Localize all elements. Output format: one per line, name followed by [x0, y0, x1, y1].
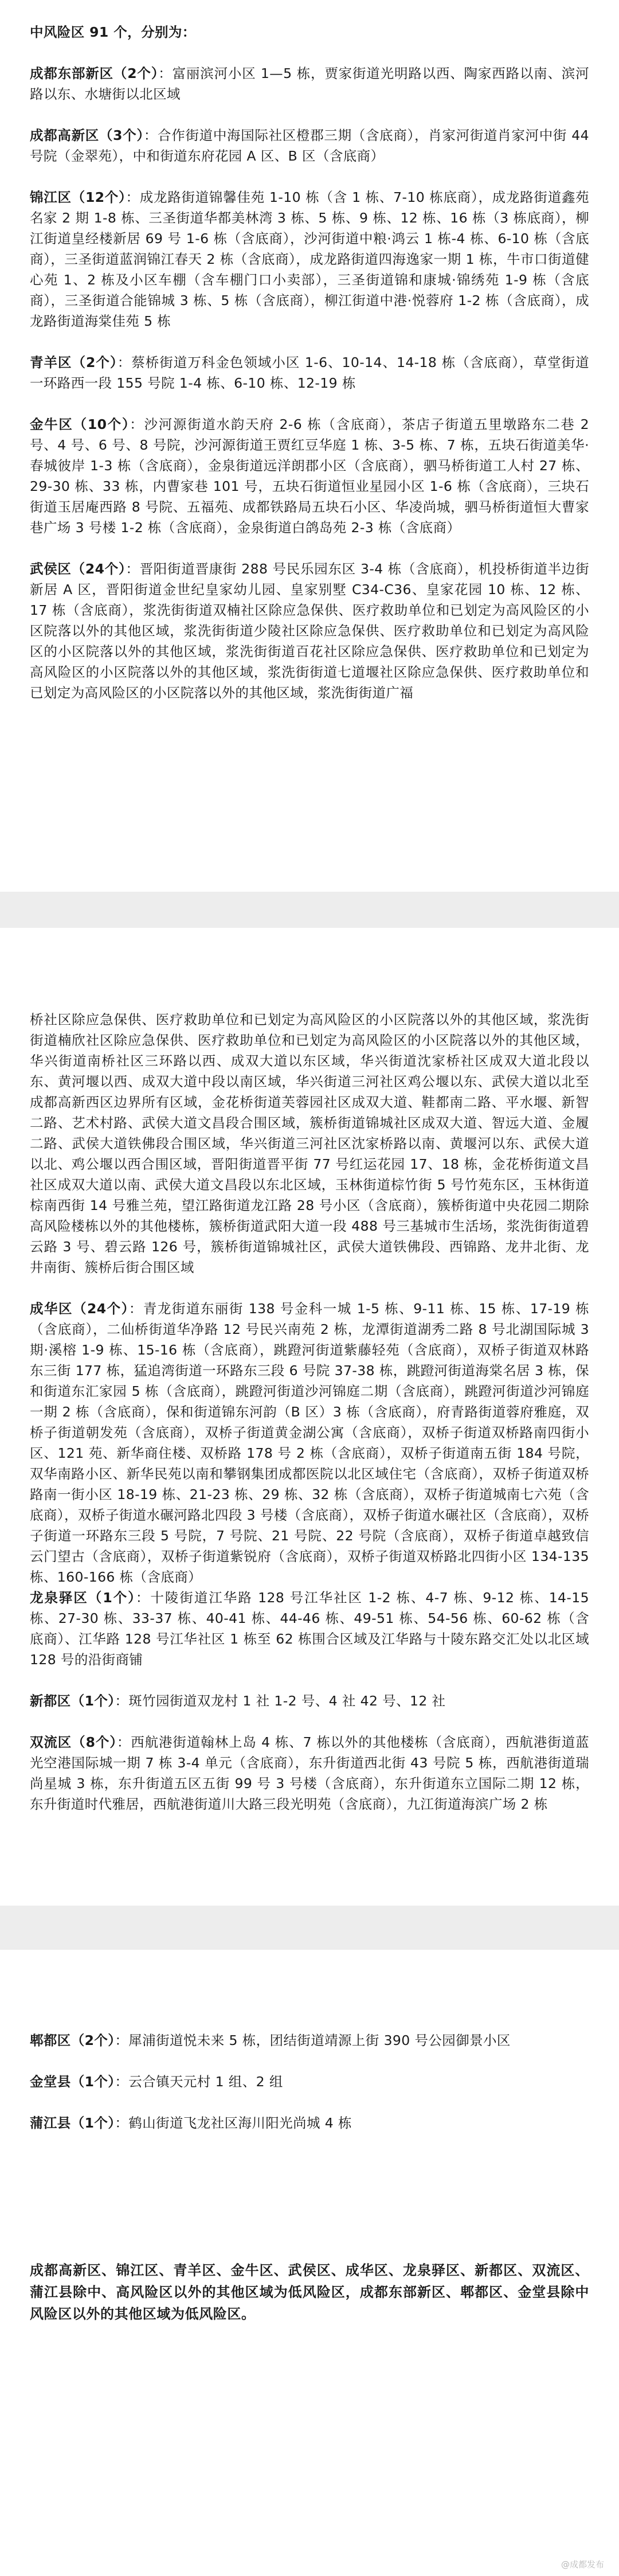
- document-page-3: [0, 1950, 619, 2576]
- section-wuhou-district: 武侯区（24个）：晋阳街道晋康街 288 号民乐园东区 3-4 栋（含底商），机投桥街道半边街新居 A 区，晋阳街道金世纪皇家幼儿园、皇家别墅 C34-C36、皇家花园 10 栋、12 栋、17 栋（含底商），浆洗街街道双楠社区除应急保供、医疗救助单位和已划定为高风险区的小区院落以外的其他区域，浆洗街街道少陵社区除应急保供、医疗救助单位和已划定为高风险区的小区院落以外的其他区域，浆洗街街道百花社区除应急保供、医疗救助单位和已划定为高风险区的小区院落以外的其他区域，浆洗街街道七道堰社区除应急保供、医疗救助单位和已划定为高风险区的小区院落以外的其他区域，浆洗街街道广福: [30, 561, 589, 701]
- section-chenghua-district: 成华区（24个）：青龙街道东丽街 138 号金科一城 1-5 栋、9-11 栋、15 栋、17-19 栋（含底商），二仙桥街道华净路 12 号民兴南苑 2 栋，龙潭街道湖秀二路 8 号北湖国际城 3 期·溪榕 1-9 栋、15-16 栋（含底商），跳蹬河街道紫藤轻苑（含底商），双桥子街道双林路东三街 177 栋，猛追湾街道一环路东三段 6 号院 37-38 栋，跳蹬河街道海棠名居 3 栋，保和街道东汇家园 5 栋（含底商），跳蹬河街道沙河锦庭二期（含底商），跳蹬河街道沙河锦庭一期 2 栋（含底商），保和街道锦东河韵（B 区）3 栋（含底商），府青路街道蓉府雅庭，双桥子街道朝发苑（含底商），双桥子街道黄金湖公寓（含底商），双桥子街道双桥路南四街小区、121 苑、新华商住楼、双桥路 178 号 2 栋（含底商），双桥子街道南五街 184 号院，双华南路小区、新华民苑以南和攀钢集团成都医院以北区域住宅（含底商），双桥子街道双桥路南一街小区 18-19 栋、21-23 栋、29 栋、32 栋（含底商），双桥子街道城南七六苑（含底商），双桥子街道水碾河路北四段 3 号楼（含底商），双桥子街道水碾社区（含底商），双桥子街道一环路东三段 5 号院，7 号院、21 号院、22 号院（含底商），双桥子街道卓越致信云门望古（含底商），双桥子街道紫锐府（含底商），双桥子街道双桥路北四街小区 134-135 栋、160-166 栋（含底商）: [30, 1301, 590, 1585]
- source-watermark: @成都发布: [561, 2559, 604, 2570]
- section-longquanyi-district: 龙泉驿区（1个）：十陵街道江华路 128 号江华社区 1-2 栋、4-7 栋、9-12 栋、14-15 栋、27-30 栋、33-37 栋、40-41 栋、44-46 栋、49-51 栋、54-56 栋、60-62 栋（含底商）、江华路 128 号江华社区 1 栋至 62 栋围合区域及江华路与十陵东路交汇处以北区域 128 号的沿街商铺: [30, 1590, 589, 1668]
- intro-heading: 中风险区 91 个，分别为：: [30, 24, 196, 40]
- document-page-1: [0, 0, 619, 892]
- low-risk-summary: 成都高新区、锦江区、青羊区、金牛区、武侯区、成华区、龙泉驿区、新都区、双流区、蒲江县除中、高风险区以外的其他区域为低风险区，成都东部新区、郫都区、金堂县除中风险区以外的其他区域为低风险区。: [30, 2262, 589, 2322]
- section-qingyang-district: 青羊区（2个）：蔡桥街道万科金色领域小区 1-6、10-14、14-18 栋（含底商），草堂街道一环路西一段 155 号院 1-4 栋、6-10 栋、12-19 栋: [30, 354, 590, 391]
- section-xindu-district: 新都区（1个）：斑竹园街道双龙村 1 社 1-2 号、4 社 42 号、12 社: [30, 1693, 446, 1709]
- section-jinniu-district: 金牛区（10个）：沙河源街道水韵天府 2-6 栋（含底商），茶店子街道五里墩路东二巷 2 号、4 号、6 号、8 号院，沙河源街道王贾红豆华庭 1 栋、3-5 栋、7 栋，五块石街道美华·春城彼岸 1-3 栋（含底商），金泉街道远洋朗郡小区（含底商），驷马桥街道工人村 27 栋、29-30 栋、33 栋，内曹家巷 101 号，五块石街道恒业星园小区 1-6 栋（含底商），三块石街道玉居庵西路 8 号院、五福苑、成都铁路局五块石小区、华凌尚城，驷马桥街道恒大曹家巷广场 3 号楼 1-2 栋（含底商），金泉街道白鸽岛苑 2-3 栋（含底商）: [30, 416, 589, 536]
- section-pidu-district: 郫都区（2个）：犀浦街道悦未来 5 栋，团结街道靖源上街 390 号公园御景小区: [30, 2032, 511, 2048]
- section-jinjiang-district: 锦江区（12个）：成龙路街道锦馨佳苑 1-10 栋（含 1 栋、7-10 栋底商），成龙路街道鑫苑名家 2 期 1-8 栋、三圣街道华都美林湾 3 栋、5 栋、9 栋、12 栋、16 栋（3 栋底商），柳江街道皇经楼新居 69 号 1-6 栋（含底商），沙河街道中粮·鸿云 1 栋-4 栋、6-10 栋（含底商），三圣街道蓝润锦江春天 2 栋（含底商），成龙路街道四海逸家一期 1 栋，牛市口街道健心苑 1、2 栋及小区车棚（含车棚门口小卖部），三圣街道锦和康城·锦绣苑 1-9 栋（含底商），三圣街道合能锦城 3 栋、5 栋（含底商），柳江街道中港·悦蓉府 1-2 栋（含底商），成龙路街道海棠佳苑 5 栋: [30, 189, 590, 329]
- section-pujiang-county: 蒲江县（1个）：鹤山街道飞龙社区海川阳光尚城 4 栋: [30, 2115, 352, 2131]
- wuhou-continuation: 桥社区除应急保供、医疗救助单位和已划定为高风险区的小区院落以外的其他区域，浆洗街街道楠欣社区除应急保供、医疗救助单位和已划定为高风险区的小区院落以外的其他区域，华兴街道南桥社区三环路以西、成双大道以东区域，华兴街道沈家桥社区成双大道北段以东、黄河堰以西、成双大道中段以南区域，华兴街道三河社区鸡公堰以东、武侯大道以北至成都高新西区边界所有区域，金花桥街道芙蓉园社区成双大道、鞋都南二路、平水堰、新智二路、艺术村路、武侯大道文昌段合围区域，簇桥街道锦城社区成双大道、智远大道、金履二路、武侯大道铁佛段合围区域，华兴街道三河社区沈家桥路以南、黄堰河以东、武侯大道以北、鸡公堰以西合围区域，晋阳街道晋平街 77 号红运花园 17、18 栋，金花桥街道文昌社区成双大道以南、武侯大道文昌段以东北区域，玉林街道棕竹街 5 号竹苑东区，玉林街道棕南西街 14 号雅兰苑，望江路街道龙江路 28 号小区（含底商），簇桥街道中央花园二期除高风险楼栋以外的其他楼栋，簇桥街道武阳大道一段 488 号三基城市生活场，浆洗街街道碧云路 3 号、碧云路 126 号，簇桥街道锦城社区，武侯大道铁佛段、西锦路、龙井北街、龙井南街、簇桥后街合围区域: [30, 1012, 589, 1275]
- section-jintang-county: 金堂县（1个）：云合镇天元村 1 组、2 组: [30, 2074, 283, 2090]
- section-east-new-district: 成都东部新区（2个）：富丽滨河小区 1—5 栋，贾家街道光明路以西、陶家西路以南、滨河路以东、水塘街以北区域: [30, 65, 589, 102]
- section-shuangliu-district: 双流区（8个）：西航港街道翰林上岛 4 栋、7 栋以外的其他楼栋（含底商），西航港街道蓝光空港国际城一期 7 栋 3-4 单元（含底商），东升街道西北街 43 号院 5 栋，西航港街道瑞尚星城 3 栋，东升街道五区五街 99 号 3 号楼（含底商），东升街道东立国际二期 12 栋，东升街道时代雅居，西航港街道川大路三段光明苑（含底商），九江街道海滨广场 2 栋: [30, 1734, 589, 1812]
- section-hightech-district: 成都高新区（3个）：合作街道中海国际社区橙郡三期（含底商），肖家河街道肖家河中街 44 号院（金翠苑），中和街道东府花园 A 区、B 区（含底商）: [30, 127, 589, 164]
- document-page-2: [0, 928, 619, 1906]
